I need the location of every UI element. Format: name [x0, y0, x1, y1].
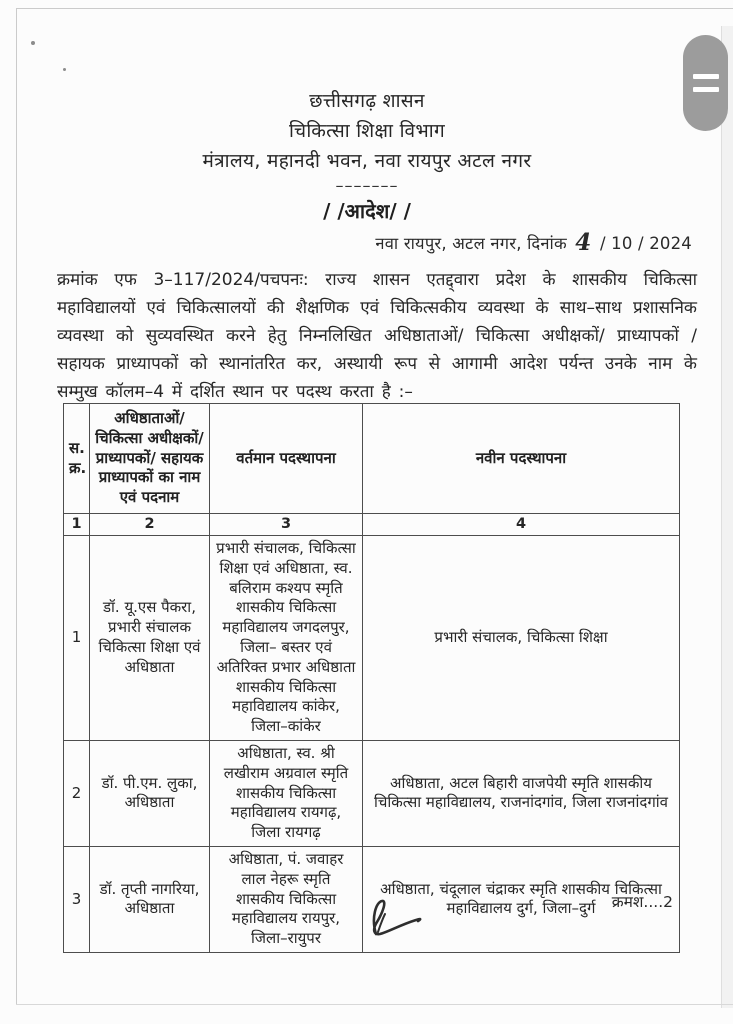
continuation-marker: क्रमश....2	[611, 893, 673, 911]
header-divider: –––––––	[335, 176, 399, 195]
date-prefix: नवा रायपुर, अटल नगर, दिनांक	[375, 234, 567, 253]
cell-name: डॉ. पी.एम. लुका, अधिष्ठाता	[90, 740, 210, 846]
date-rest: / 10 / 2024	[599, 234, 692, 253]
table-header-row	[64, 404, 680, 514]
ministry-address: मंत्रालय, महानदी भवन, नवा रायपुर अटल नगर	[202, 150, 532, 172]
col-header-name: अधिष्ठाताओं/ चिकित्सा अधीक्षकों/प्राध्यापकों/ सहायक प्राध्यापकों का नाम एवं पदनाम	[90, 404, 210, 514]
cell-new-posting: अधिष्ठाता, चंदूलाल चंद्राकर स्मृति शासकीय चिकित्सा महाविद्यालय दुर्ग, जिला–दुर्ग	[363, 846, 680, 952]
page-edge-left	[16, 8, 17, 1004]
handle-bar-icon	[693, 74, 719, 79]
col-number: 4	[363, 514, 680, 536]
cell-name: डॉ. तृप्ती नागरिया, अधिष्ठाता	[90, 846, 210, 952]
col-number: 3	[210, 514, 363, 536]
posting-table	[63, 403, 680, 953]
order-body-paragraph: क्रमांक एफ 3–117/2024/पचपनः: राज्य शासन एतद्द्वारा प्रदेश के शासकीय चिकित्सा महाविद्यालयों एवं चिकित्सालयों की शैक्षणिक एवं चिकित्सकीय व्यवस्था के साथ–साथ प्रशासनिक व्यवस्था को सुव्यवस्थित करने हेतु निम्नलिखित अधिष्ठाताओं/ चिकित्सा अधीक्षकों/ प्राध्यापकों /सहायक प्राध्यापकों को स्थानांतरित कर, अस्थायी रूप से आगामी आदेश पर्यन्त उनके नाम के सम्मुख कॉलम–4 में दर्शित स्थान पर पदस्थ करता है :–	[57, 270, 697, 402]
table-row	[64, 536, 680, 741]
cell-current-posting: अधिष्ठाता, पं. जवाहर लाल नेहरू स्मृति शासकीय चिकित्सा महाविद्यालय रायपुर, जिला–रायुपर	[210, 846, 363, 952]
cell-serial: 3	[64, 846, 90, 952]
cell-current-posting: प्रभारी संचालक, चिकित्सा शिक्षा एवं अधिष्ठाता, स्व. बलिराम कश्यप स्मृति शासकीय चिकित्सा महाविद्यालय जगदलपुर, जिला– बस्तर एवं अतिरिक्त प्रभार अधिष्ठाता शासकीय चिकित्सा महाविद्यालय कांकेर, जिला–कांकेर	[210, 536, 363, 741]
government-name: छत्तीसगढ़ शासन	[309, 90, 425, 112]
letterhead	[60, 86, 674, 226]
col-number: 1	[64, 514, 90, 536]
col-header-serial: स. क्र.	[64, 404, 90, 514]
department-name: चिकित्सा शिक्षा विभाग	[289, 120, 445, 142]
fast-scroll-handle[interactable]	[683, 35, 728, 131]
cell-current-posting: अधिष्ठाता, स्व. श्री लखीराम अग्रवाल स्मृति शासकीय चिकित्सा महाविद्यालय रायगढ़, जिला रायगढ़	[210, 740, 363, 846]
col-number: 2	[90, 514, 210, 536]
scan-margin-right	[722, 26, 733, 1008]
handle-bar-icon	[693, 87, 719, 92]
col-header-current: वर्तमान पदस्थापना	[210, 404, 363, 514]
cell-new-posting: अधिष्ठाता, अटल बिहारी वाजपेयी स्मृति शासकीय चिकित्सा महाविद्यालय, राजनांदगांव, जिला राजनांदगांव	[363, 740, 680, 846]
cell-serial: 1	[64, 536, 90, 741]
scan-speck	[31, 41, 35, 45]
column-number-row	[64, 514, 680, 536]
col-header-new: नवीन पदस्थापना	[363, 404, 680, 514]
date-line	[375, 228, 692, 255]
handwritten-day: 4	[575, 229, 592, 256]
order-title: / /आदेश/ /	[323, 199, 411, 223]
cell-name: डॉ. यू.एस पैकरा, प्रभारी संचालक चिकित्सा शिक्षा एवं अधिष्ठाता	[90, 536, 210, 741]
page-edge-right	[721, 26, 722, 1008]
signature-mark	[352, 892, 432, 948]
cell-new-posting: प्रभारी संचालक, चिकित्सा शिक्षा	[363, 536, 680, 741]
page-edge-bottom	[16, 1004, 733, 1005]
table-row	[64, 740, 680, 846]
scan-speck	[63, 68, 66, 71]
cell-serial: 2	[64, 740, 90, 846]
page-edge-top	[16, 8, 733, 9]
